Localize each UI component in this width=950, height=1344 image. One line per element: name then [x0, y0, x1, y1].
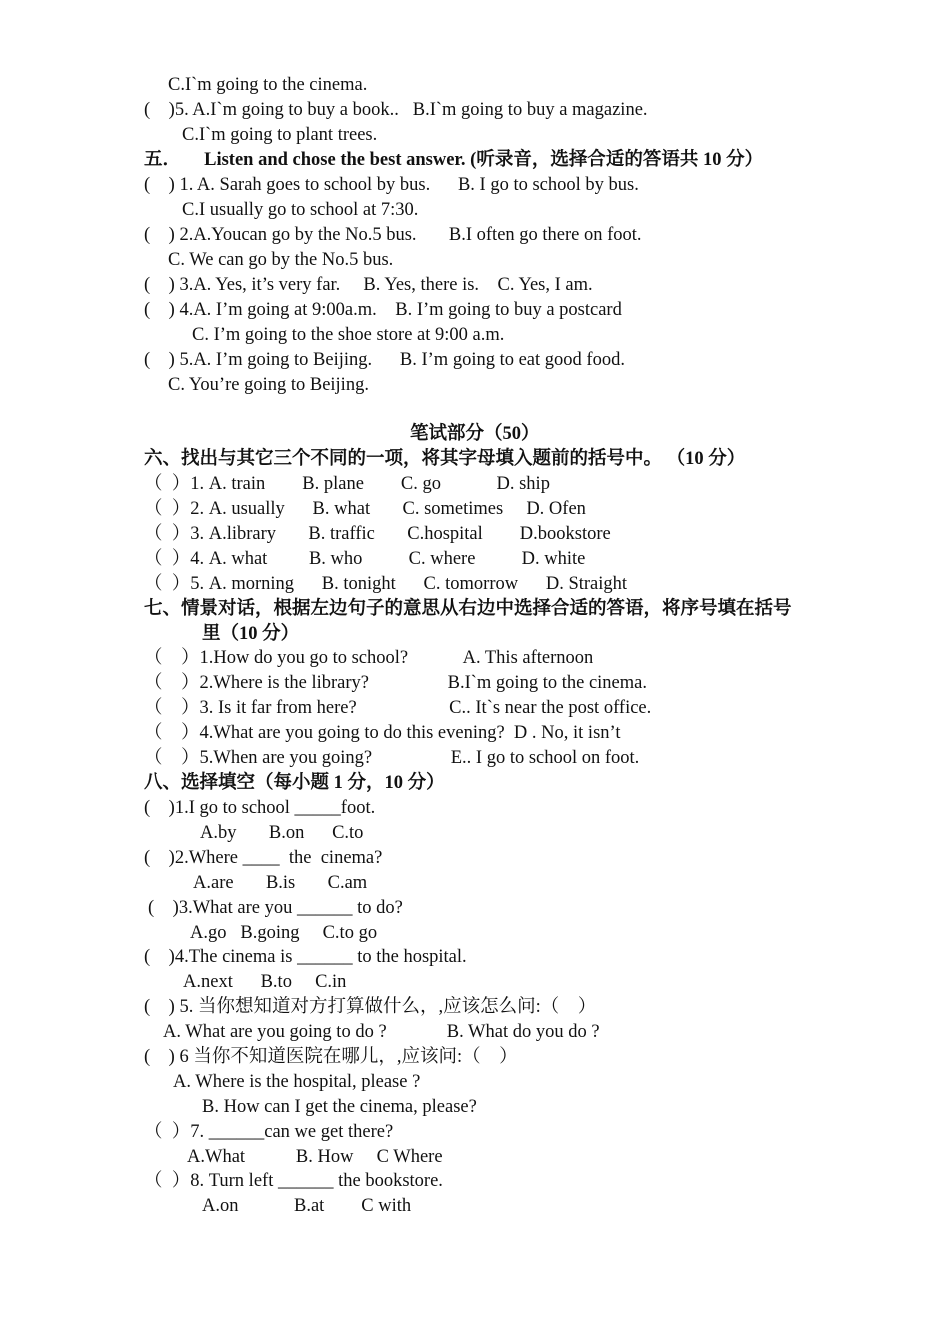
section-heading: 七、情景对话，根据左边句子的意思从右边中选择合适的答语，将序号填在括号 — [144, 599, 792, 619]
text-line: （ ）5. A. morning B. tonight C. tomorrow D. Straight — [144, 574, 628, 594]
text-line: A. Where is the hospital, please ? — [173, 1072, 421, 1092]
text-line: C.I`m going to the cinema. — [168, 75, 368, 95]
text-line: （ ）1. A. train B. plane C. go D. ship — [144, 474, 550, 494]
text-line: ( ) 2.A.Youcan go by the No.5 bus. B.I often go there on foot. — [144, 225, 642, 245]
text-line: （ ）2.Where is the library? B.I`m going to the cinema. — [144, 673, 647, 693]
text-line: ( )3.What are you ______ to do? — [148, 898, 403, 918]
text-line: ( ) 5.A. I’m going to Beijing. B. I’m going to eat good food. — [144, 350, 625, 370]
section-heading: 里（10 分） — [202, 624, 300, 644]
text-line: A.go B.going C.to go — [190, 923, 378, 943]
text-line: A.by B.on C.to — [200, 823, 364, 843]
text-line: ( )1.I go to school _____foot. — [144, 798, 376, 818]
part-title: 笔试部分（50） — [410, 424, 540, 444]
section-heading: 八、选择填空（每小题 1 分，10 分） — [144, 773, 445, 793]
text-line: ( ) 1. A. Sarah goes to school by bus. B. I go to school by bus. — [144, 175, 639, 195]
text-line: A.What B. How C Where — [187, 1147, 443, 1167]
text-line: ( ) 4.A. I’m going at 9:00a.m. B. I’m going to buy a postcard — [144, 300, 622, 320]
text-line: （ ）2. A. usually B. what C. sometimes D. Ofen — [144, 499, 586, 519]
text-line: （ ）1.How do you go to school? A. This afternoon — [144, 648, 594, 668]
text-line: （ ）5.When are you going? E.. I go to school on foot. — [144, 748, 640, 768]
text-line: C.I usually go to school at 7:30. — [182, 200, 419, 220]
section-heading: 五． Listen and chose the best answer. (听录音，选择合适的答语共 10 分） — [144, 150, 764, 170]
text-line: C.I`m going to plant trees. — [182, 125, 378, 145]
text-line: A. What are you going to do ? B. What do you do ? — [163, 1022, 600, 1042]
text-line: （ ）8. Turn left ______ the bookstore. — [144, 1171, 443, 1191]
text-line: ( ) 5. 当你想知道对方打算做什么，,应该怎么问:（ ） — [144, 997, 597, 1017]
text-line: C. You’re going to Beijing. — [168, 375, 369, 395]
section-heading: 六、找出与其它三个不同的一项，将其字母填入题前的括号中。 （10 分） — [144, 449, 746, 469]
text-line: C. I’m going to the shoe store at 9:00 a.m. — [192, 325, 505, 345]
text-line: B. How can I get the cinema, please? — [202, 1097, 477, 1117]
text-line: （ ）4.What are you going to do this evening? D . No, it isn’t — [144, 723, 621, 743]
text-line: A.on B.at C with — [202, 1196, 412, 1216]
text-line: ( )2.Where ____ the cinema? — [144, 848, 383, 868]
text-line: （ ）7. ______can we get there? — [144, 1122, 394, 1142]
text-line: （ ）3. A.library B. traffic C.hospital D.bookstore — [144, 524, 611, 544]
text-line: A.are B.is C.am — [193, 873, 368, 893]
text-line: C. We can go by the No.5 bus. — [168, 250, 394, 270]
text-line: （ ）3. Is it far from here? C.. It`s near the post office. — [144, 698, 652, 718]
text-line: A.next B.to C.in — [183, 972, 347, 992]
text-line: ( )5. A.I`m going to buy a book.. B.I`m going to buy a magazine. — [144, 100, 648, 120]
text-line: （ ）4. A. what B. who C. where D. white — [144, 549, 586, 569]
text-line: ( ) 6 当你不知道医院在哪儿，,应该问:（ ） — [144, 1047, 518, 1067]
text-line: ( ) 3.A. Yes, it’s very far. B. Yes, there is. C. Yes, I am. — [144, 275, 593, 295]
text-line: ( )4.The cinema is ______ to the hospital. — [144, 947, 467, 967]
